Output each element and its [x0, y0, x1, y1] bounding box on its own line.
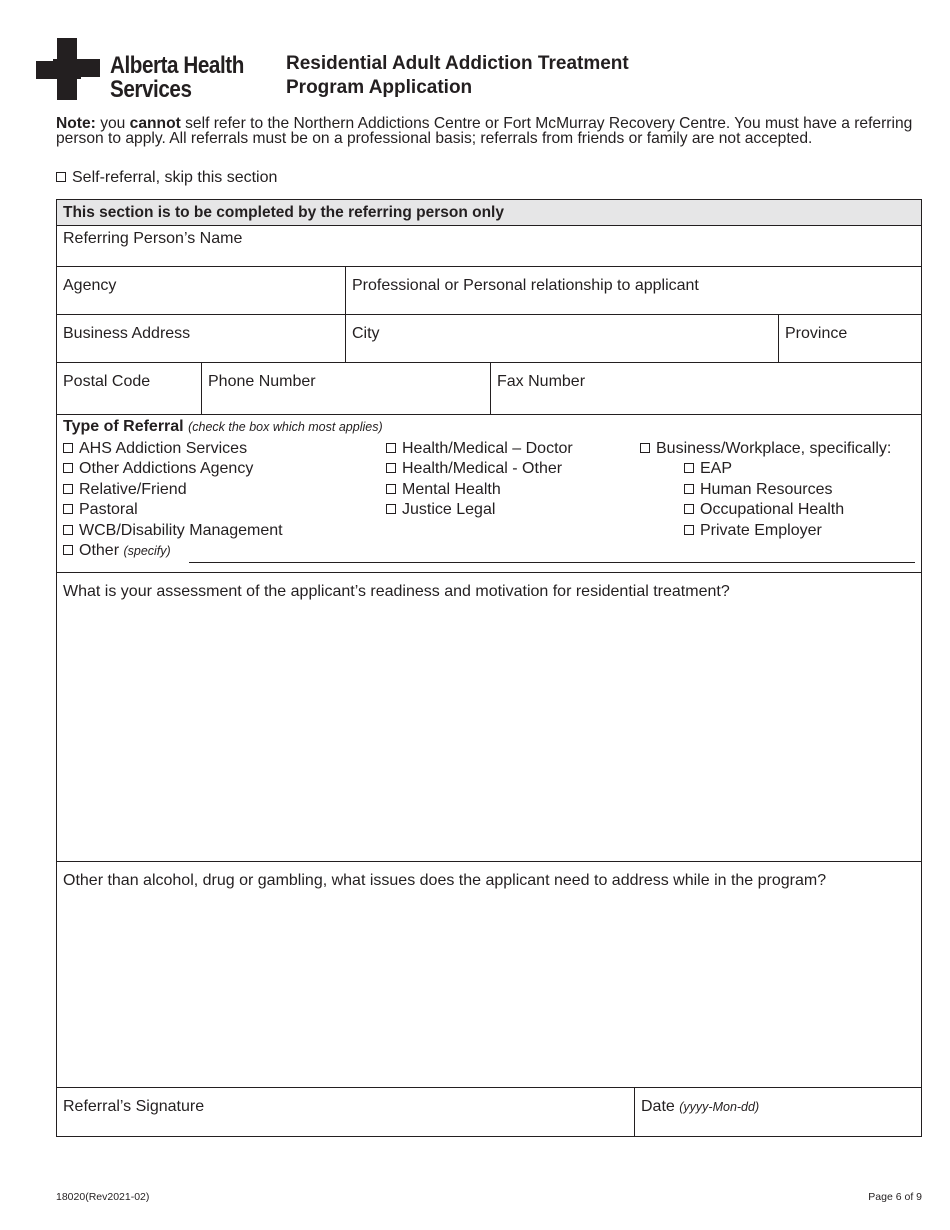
referral-option-wcb[interactable]: [63, 521, 283, 541]
fax-number-field[interactable]: [490, 363, 921, 414]
referral-option-business[interactable]: [640, 439, 891, 459]
referral-option-mental-health[interactable]: [386, 480, 573, 500]
province-field[interactable]: [778, 315, 921, 362]
city-field[interactable]: [345, 315, 778, 362]
referral-column-2: [386, 439, 573, 521]
referral-option-ahs[interactable]: [63, 439, 283, 459]
assessment-question: What is your assessment of the applicant’s readiness and motivation for residential treatment?: [63, 583, 730, 600]
issues-field[interactable]: [57, 862, 921, 1087]
note-paragraph: [56, 116, 922, 146]
phone-number-field[interactable]: [201, 363, 490, 414]
referral-type-label: Type of Referral: [63, 418, 184, 435]
checkbox[interactable]: [386, 463, 396, 473]
checkbox[interactable]: [684, 484, 694, 494]
referral-type-row: [57, 414, 921, 572]
checkbox[interactable]: [386, 443, 396, 453]
form-title: [286, 52, 629, 100]
self-referral-label: Self-referral, skip this section: [72, 169, 278, 186]
referral-option-occupational[interactable]: [640, 500, 891, 520]
referral-column-3: [640, 439, 891, 541]
other-hint: (specify): [123, 544, 171, 558]
page-number: Page 6 of 9: [868, 1191, 922, 1203]
referral-type-title: [63, 418, 915, 436]
relationship-field[interactable]: [345, 267, 921, 314]
referring-person-form: [56, 199, 922, 1137]
option-label: Health/Medical - Other: [402, 460, 563, 478]
note-text-2: self refer to the Northern Addictions Centre or Fort McMurray Recovery Centre. You must have a referring person to apply. All referrals must be on a professional basis; referrals from friends or family are not accepted.: [56, 115, 913, 147]
relationship-label: Professional or Personal relationship to applicant: [352, 277, 699, 294]
agency-field[interactable]: [57, 267, 345, 314]
referral-option-justice[interactable]: [386, 500, 573, 520]
referring-name-row: [57, 225, 921, 266]
option-label: AHS Addiction Services: [79, 440, 248, 457]
agency-row: [57, 266, 921, 314]
referral-option-other[interactable]: [63, 542, 171, 560]
checkbox[interactable]: [684, 504, 694, 514]
logo-line-1: Alberta Health: [110, 52, 244, 79]
referral-option-hr[interactable]: [640, 480, 891, 500]
option-label: EAP: [700, 460, 733, 478]
checkbox[interactable]: [63, 525, 73, 535]
address-row: [57, 314, 921, 362]
postal-code-label: Postal Code: [63, 373, 151, 390]
checkbox[interactable]: [386, 484, 396, 494]
referral-option-relative[interactable]: [63, 480, 283, 500]
section-header-row: [57, 200, 921, 225]
referral-option-medical-other[interactable]: [386, 459, 573, 479]
phone-number-label: Phone Number: [208, 373, 316, 390]
option-label: Private Employer: [700, 521, 822, 539]
option-label: Other Addictions Agency: [79, 460, 254, 478]
assessment-field[interactable]: [57, 573, 921, 861]
referral-option-pastoral[interactable]: [63, 500, 283, 520]
option-label: Relative/Friend: [79, 480, 187, 498]
section-header: This section is to be completed by the referring person only: [63, 204, 504, 221]
city-label: City: [352, 325, 380, 342]
checkbox[interactable]: [63, 484, 73, 494]
other-specify-line[interactable]: [189, 562, 915, 563]
option-label: Pastoral: [79, 501, 138, 519]
assessment-row: [57, 572, 921, 861]
signature-row: [57, 1087, 921, 1136]
option-label: Other: [79, 542, 120, 559]
date-field[interactable]: [634, 1088, 921, 1136]
referral-type-hint: (check the box which most applies): [188, 420, 383, 434]
option-label: Health/Medical – Doctor: [402, 440, 573, 457]
option-label: WCB/Disability Management: [79, 521, 283, 539]
form-number: 18020(Rev2021-02): [56, 1191, 150, 1203]
logo-wordmark: [110, 54, 244, 102]
date-hint: (yyyy-Mon-dd): [679, 1100, 760, 1114]
note-emphasis: cannot: [129, 115, 181, 132]
referral-option-eap[interactable]: [640, 459, 891, 479]
logo-line-2: Services: [110, 76, 192, 103]
signature-field[interactable]: [57, 1088, 634, 1136]
checkbox[interactable]: [63, 443, 73, 453]
self-referral-checkbox[interactable]: [56, 172, 66, 182]
checkbox[interactable]: [684, 463, 694, 473]
business-address-label: Business Address: [63, 325, 191, 342]
referral-option-private-employer[interactable]: [640, 521, 891, 541]
checkbox[interactable]: [63, 504, 73, 514]
referral-column-1: [63, 439, 283, 541]
date-label: Date: [641, 1098, 675, 1115]
referring-name-field[interactable]: [57, 226, 921, 266]
option-label: Human Resources: [700, 480, 833, 498]
postal-code-field[interactable]: [57, 363, 201, 414]
agency-label: Agency: [63, 277, 117, 294]
option-label: Mental Health: [402, 480, 501, 498]
checkbox[interactable]: [63, 463, 73, 473]
self-referral-option[interactable]: [56, 169, 277, 187]
issues-question: Other than alcohol, drug or gambling, what issues does the applicant need to address while in the program?: [63, 872, 827, 889]
alberta-health-services-logo-icon: [36, 38, 100, 100]
checkbox[interactable]: [386, 504, 396, 514]
note-text-1: you: [95, 115, 130, 132]
signature-label: Referral’s Signature: [63, 1098, 205, 1115]
referring-name-label: Referring Person’s Name: [63, 230, 243, 247]
referral-type-section: [57, 415, 921, 572]
option-label: Business/Workplace, specifically:: [656, 440, 892, 457]
fax-number-label: Fax Number: [497, 373, 586, 390]
contact-row: [57, 362, 921, 414]
checkbox[interactable]: [684, 525, 694, 535]
option-label: Occupational Health: [700, 501, 845, 519]
province-label: Province: [785, 325, 848, 342]
form-title-line-2: Program Application: [286, 77, 473, 98]
referral-option-other-agency[interactable]: [63, 459, 283, 479]
checkbox[interactable]: [640, 443, 650, 453]
note-label: Note:: [56, 115, 96, 132]
issues-row: [57, 861, 921, 1087]
checkbox[interactable]: [63, 545, 73, 555]
form-title-line-1: Residential Adult Addiction Treatment: [286, 53, 629, 74]
business-address-field[interactable]: [57, 315, 345, 362]
option-label: Justice Legal: [402, 501, 496, 519]
referral-option-doctor[interactable]: [386, 439, 573, 459]
